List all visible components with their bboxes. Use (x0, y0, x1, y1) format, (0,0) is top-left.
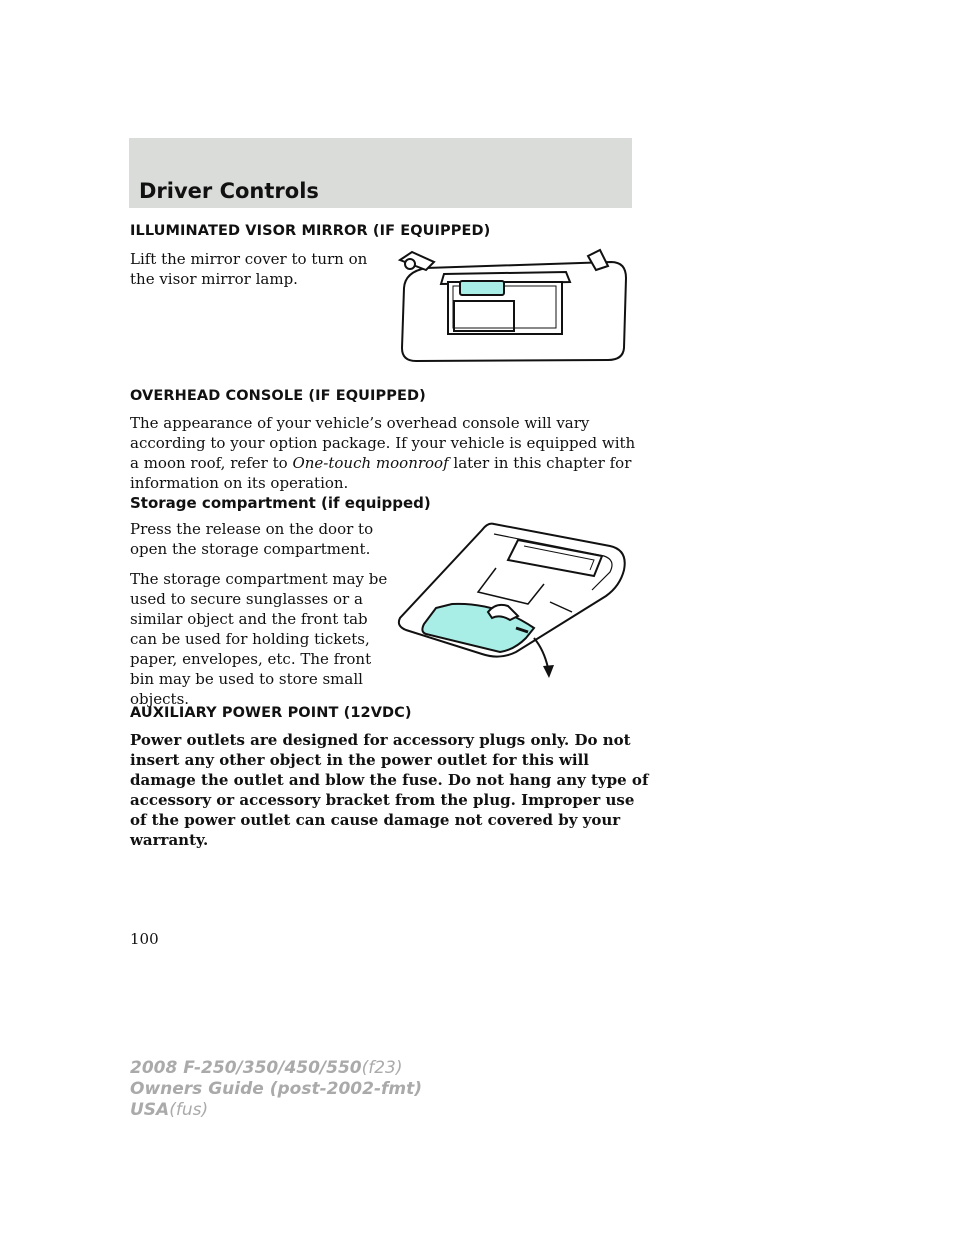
storage-body-2: The storage compartment may be used to secure sunglasses or a similar object and the front tab can be used for holding tickets, paper, envelopes, etc. The front bin may be used to store small objects. (130, 570, 388, 708)
page-number: 100 (130, 930, 159, 948)
header-band (129, 138, 632, 208)
storage-body-1: Press the release on the door to open the storage compartment. (130, 520, 374, 558)
overhead-console-illustration (396, 520, 632, 680)
aux-warning: Power outlets are designed for accessory plugs only. Do not insert any other object in the power outlet for this will damage the outlet and blow the fuse. Do not hang any type of accessory or accessory bracket from the plug. Improper use of the power outlet can cause damage not covered by your warranty. (130, 731, 649, 849)
visor-body: Lift the mirror cover to turn on the visor mirror lamp. (130, 250, 368, 288)
visor-mirror-illustration (396, 248, 632, 364)
visor-heading: ILLUMINATED VISOR MIRROR (IF EQUIPPED) (130, 223, 491, 239)
document-footer: 2008 F-250/350/450/550(f23) Owners Guide (post-2002-fmt) USA(fus) (130, 1058, 423, 1120)
page-section-title: Driver Controls (139, 179, 319, 203)
storage-heading: Storage compartment (if equipped) (130, 494, 431, 512)
console-body: The appearance of your vehicle’s overhead console will vary according to your option package. If your vehicle is equipped with a moon roof, refer to One-touch moonroof later in this chapter for information on its operation. (130, 414, 636, 492)
aux-heading: AUXILIARY POWER POINT (12VDC) (130, 705, 412, 721)
moonroof-reference: One-touch moonroof (292, 454, 449, 472)
console-heading: OVERHEAD CONSOLE (IF EQUIPPED) (130, 388, 426, 404)
